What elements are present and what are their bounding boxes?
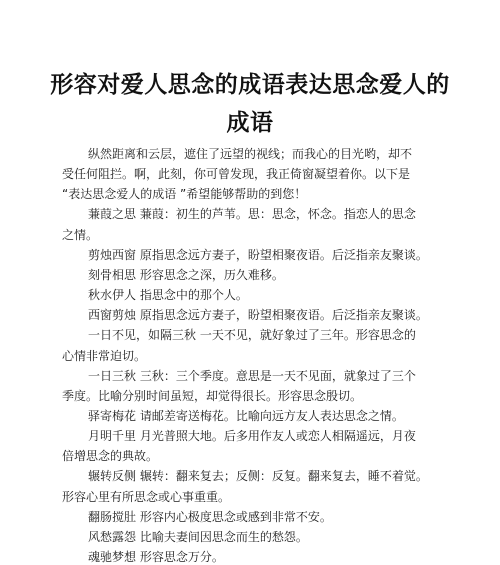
paragraph-line: 蒹葭之思 蒹葭：初生的芦苇。思：思念，怀念。指恋人的思念	[88, 207, 416, 221]
paragraph-line: 秋水伊人 指思念中的那个人。	[88, 288, 248, 302]
paragraph-line: 倍增思念的典故。	[62, 449, 159, 463]
paragraph-line: 月明千里 月光普照大地。后多用作友人或恋人相隔遥远，月夜	[88, 429, 416, 443]
paragraph-line: 受任何阻拦。啊，此刻，你可曾发现，我正倚窗凝望着你。以下是	[62, 167, 411, 181]
paragraph-line: 一日三秋 三秋：三个季度。意思是一天不见面，就象过了三个	[88, 369, 416, 383]
paragraph-line: 剪烛西窗 原指思念远方妻子，盼望相聚夜语。后泛指亲友聚谈。	[88, 248, 428, 262]
paragraph-line: 风愁露怨 比喻夫妻间因思念而生的愁怨。	[88, 530, 308, 544]
document-title-line-1: 形容对爱人思念的成语表达思念爱人的	[50, 72, 450, 98]
paragraph-line: 驿寄梅花 请邮差寄送梅花。比喻向远方友人表达思念之情。	[88, 409, 404, 423]
paragraph-line: 纵然距离和云层，遮住了远望的视线；而我心的目光哟，却不	[88, 147, 413, 161]
paragraph-line: 刻骨相思 形容思念之深，历久难移。	[88, 268, 284, 282]
document-title-line-2: 成语	[226, 110, 274, 136]
paragraph-line: 翻肠搅肚 形容内心极度思念或感到非常不安。	[88, 510, 332, 524]
paragraph-line: 季度。比喻分别时间虽短，却觉得很长。形容思念殷切。	[62, 389, 363, 403]
paragraph-line: 西窗剪烛 原指思念远方妻子，盼望相聚夜语。后泛指亲友聚谈。	[88, 308, 428, 322]
paragraph-line: 魂驰梦想 形容思念万分。	[88, 550, 224, 564]
paragraph-line: 形容心里有所思念或心事重重。	[62, 490, 231, 504]
paragraph-line: 之情。	[62, 228, 99, 242]
paragraph-line: “表达思念爱人的成语 ”希望能够帮助的到您！	[62, 187, 307, 201]
paragraph-line: 一日不见，如隔三秋 一天不见，就好象过了三年。形容思念的	[88, 328, 416, 342]
paragraph-line: 心情非常迫切。	[62, 349, 147, 363]
paragraph-line: 辗转反侧 辗转：翻来复去；反侧：反复。翻来复去，睡不着觉。	[88, 469, 428, 483]
